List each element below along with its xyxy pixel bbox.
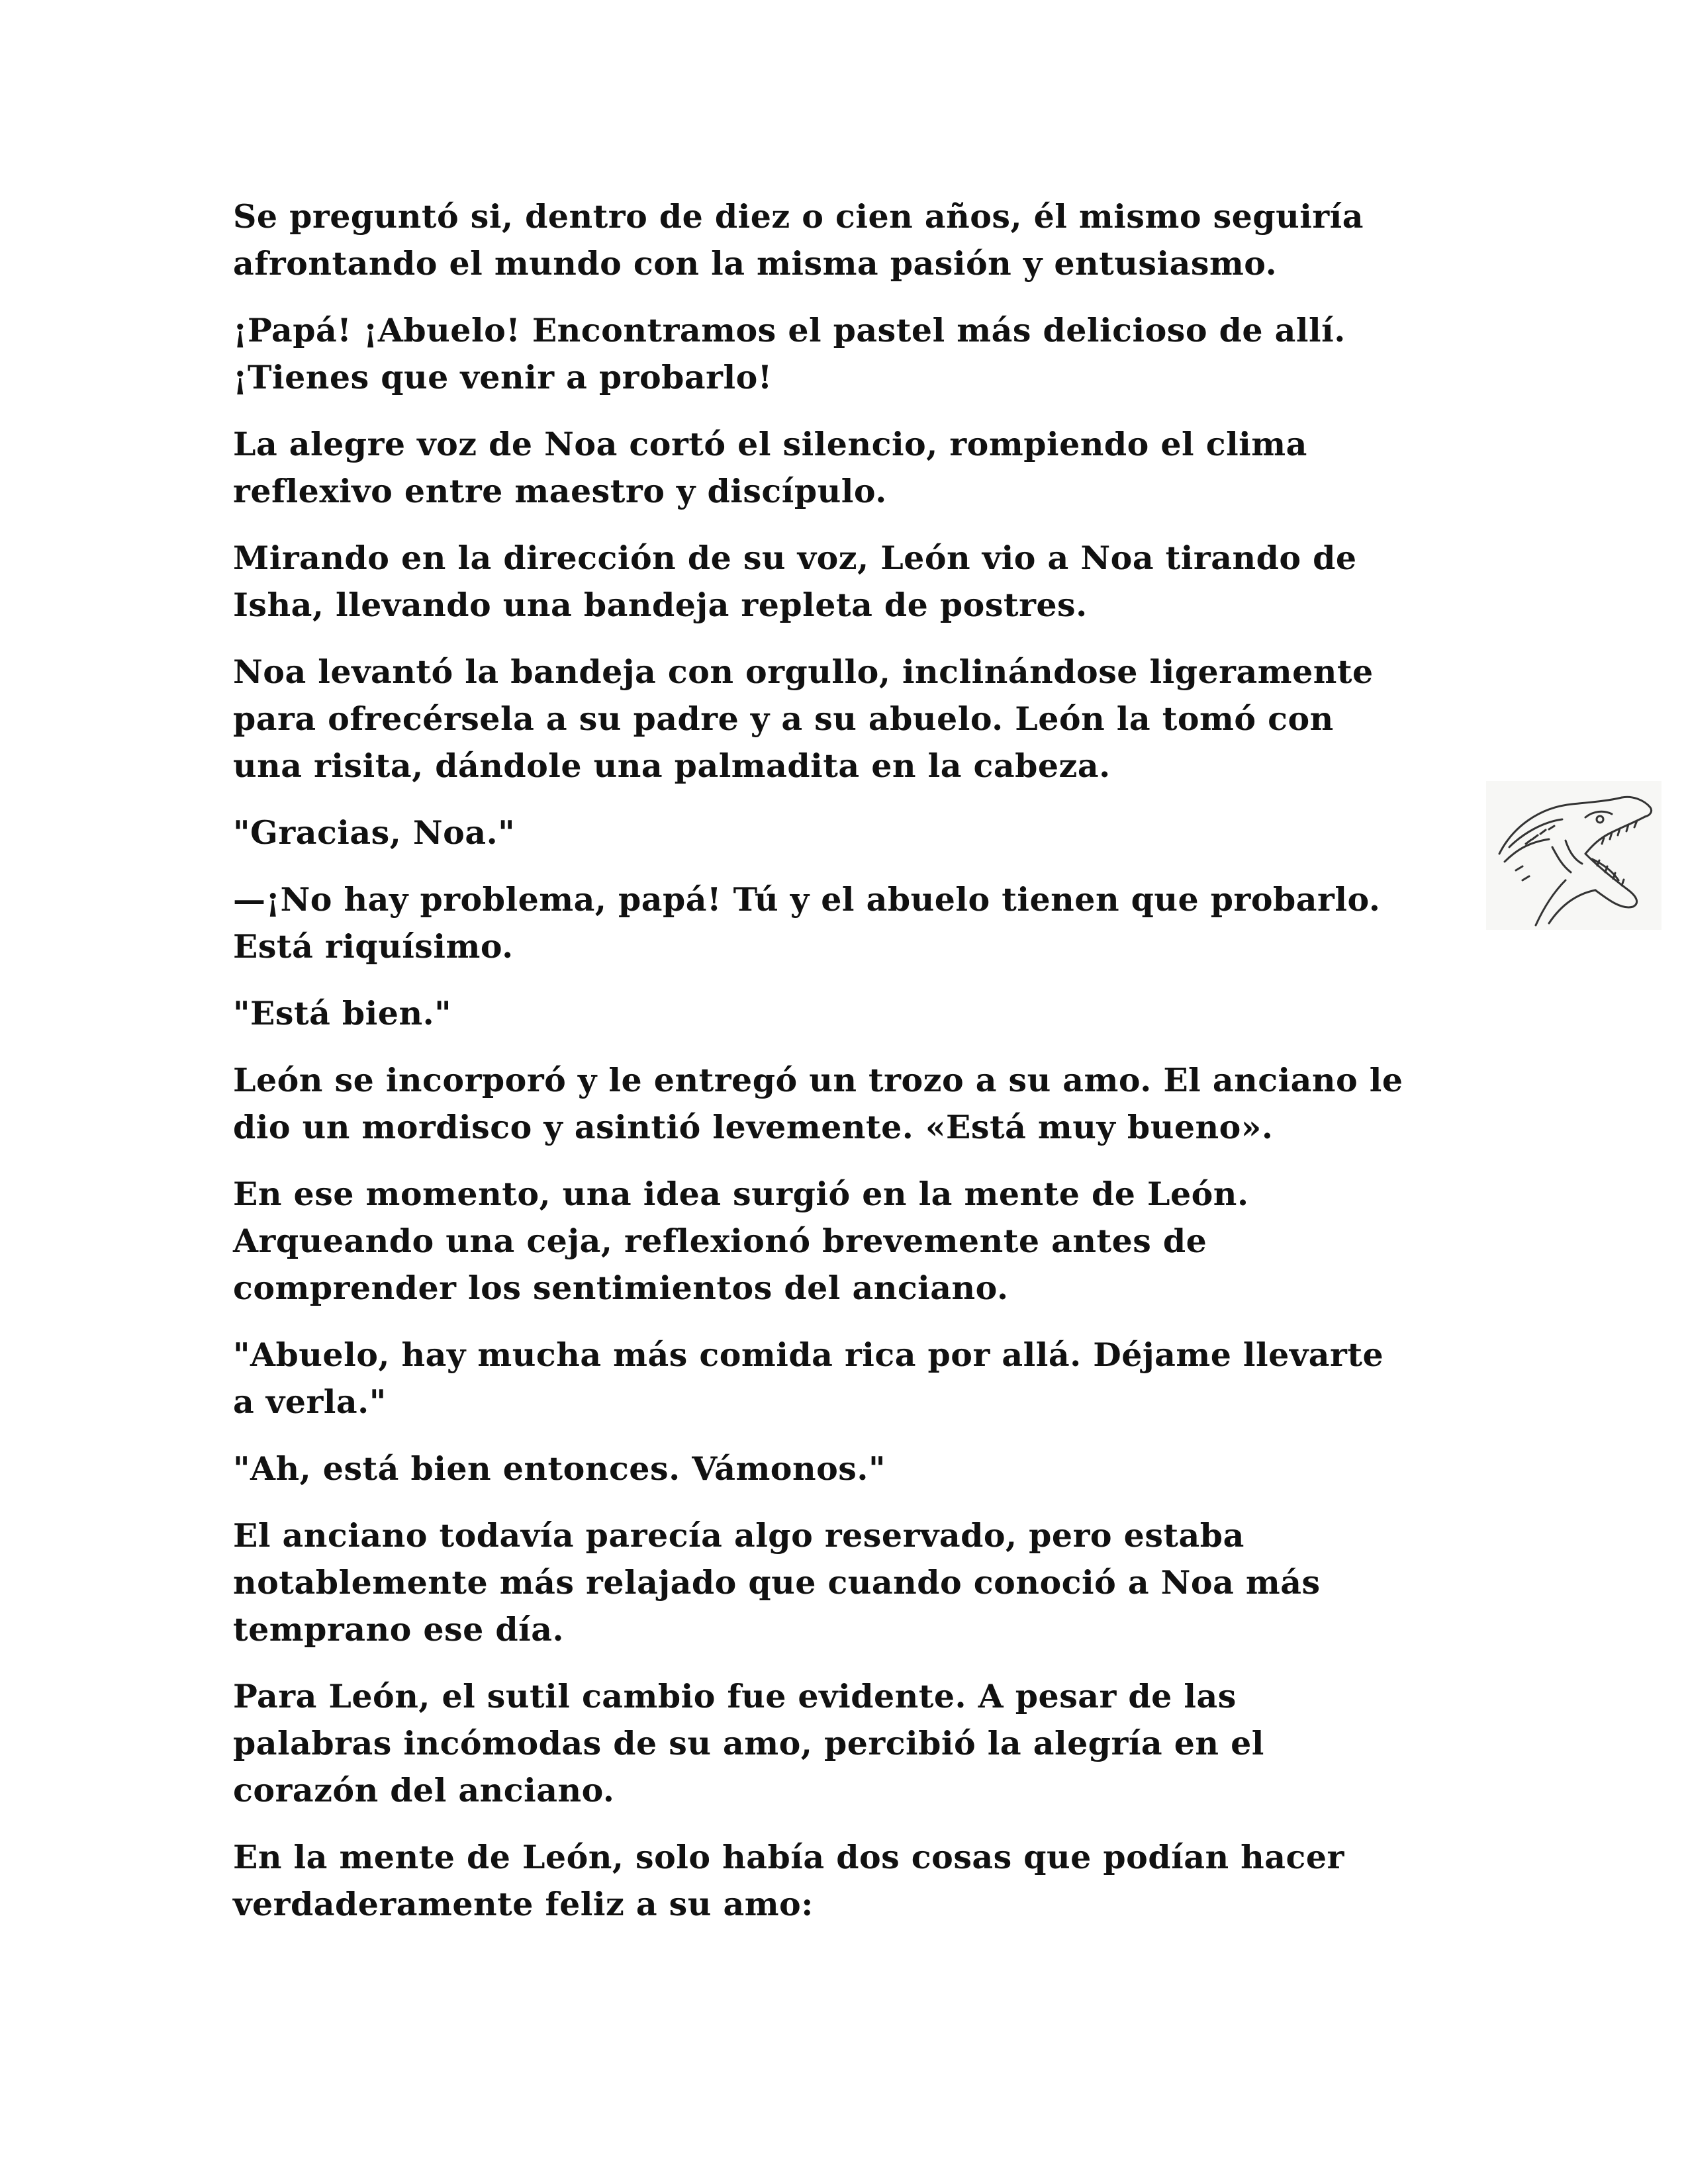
dinosaur-head-icon — [1486, 781, 1662, 930]
paragraph: "Abuelo, hay mucha más comida rica por allá. Déjame llevarte a verla." — [233, 1336, 1384, 1421]
paragraph: —¡No hay problema, papá! Tú y el abuelo tienen que probarlo. Está riquísimo. — [233, 880, 1381, 966]
paragraph: "Gracias, Noa." — [233, 813, 516, 852]
paragraph: Mirando en la dirección de su voz, León vio a Noa tirando de Isha, llevando una bandeja repleta de postres. — [233, 539, 1357, 624]
paragraph: El anciano todavía parecía algo reservado, pero estaba notablemente más relajado que cuando conoció a Noa más temprano ese día. — [233, 1516, 1321, 1649]
paragraph: "Ah, está bien entonces. Vámonos." — [233, 1449, 886, 1488]
paragraph: Noa levantó la bandeja con orgullo, inclinándose ligeramente para ofrecérsela a su padre y a su abuelo. León la tomó con una risita, dándole una palmadita en la cabeza. — [233, 653, 1374, 785]
paragraph: León se incorporó y le entregó un trozo a su amo. El anciano le dio un mordisco y asintió levemente. «Está muy bueno». — [233, 1061, 1403, 1146]
dinosaur-head-drawing — [1486, 781, 1662, 930]
paragraph: Se preguntó si, dentro de diez o cien años, él mismo seguiría afrontando el mundo con la misma pasión y entusiasmo. — [233, 197, 1364, 283]
paragraph: La alegre voz de Noa cortó el silencio, rompiendo el clima reflexivo entre maestro y discípulo. — [233, 425, 1307, 510]
paragraph: En la mente de León, solo había dos cosas que podían hacer verdaderamente feliz a su amo: — [233, 1838, 1344, 1923]
paragraph: En ese momento, una idea surgió en la mente de León. Arqueando una ceja, reflexionó brevemente antes de comprender los sentimientos del anciano. — [233, 1175, 1249, 1307]
body-text — [233, 193, 1458, 1948]
paragraph: ¡Papá! ¡Abuelo! Encontramos el pastel más delicioso de allí. ¡Tienes que venir a probarlo! — [233, 311, 1346, 396]
paragraph: Para León, el sutil cambio fue evidente. A pesar de las palabras incómodas de su amo, percibió la alegría en el corazón del anciano. — [233, 1677, 1264, 1809]
paragraph: "Está bien." — [233, 994, 452, 1032]
